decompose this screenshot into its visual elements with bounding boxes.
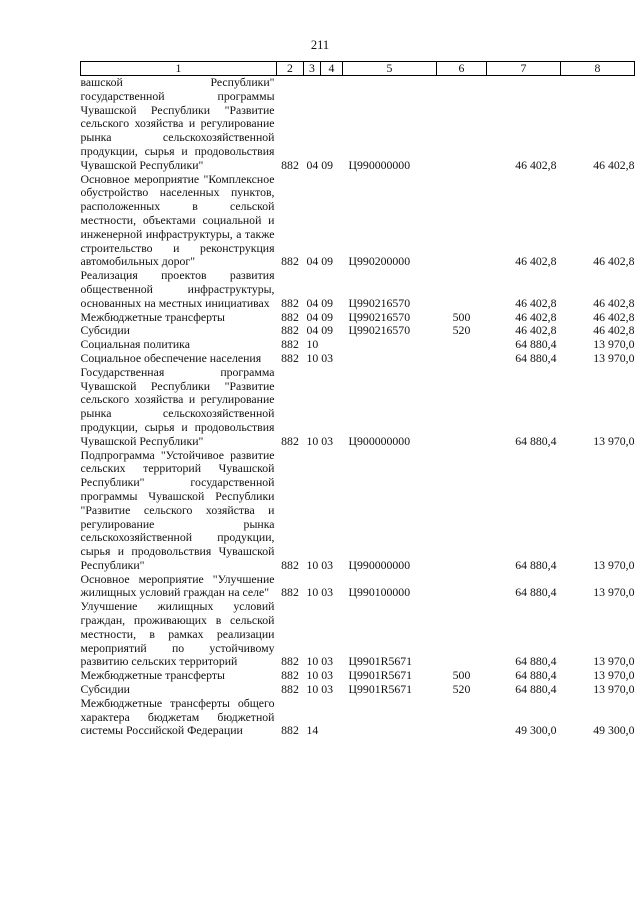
page-number: 211 <box>310 38 330 52</box>
row-target-article: Ц900000000 <box>348 433 411 448</box>
row-amount-col7: 46 402,8 <box>515 254 557 269</box>
row-amount-col7: 64 880,4 <box>515 668 557 683</box>
row-section: 04 09 <box>306 157 334 172</box>
row-section: 10 <box>306 337 319 352</box>
row-amount-col8: 13 970,0 <box>593 557 635 572</box>
row-expense-type <box>437 600 487 669</box>
row-name: Государственная программа Чувашской Республики "Развитие сельского хозяйства и регулирование рынка сельскохозяйственной продукции, сырья и продовольствия Чувашской Республики" <box>80 364 275 448</box>
row-section: 04 09 <box>306 254 334 269</box>
table-row <box>81 669 635 683</box>
row-section: 10 03 <box>306 433 334 448</box>
row-name: Межбюджетные трансферты общего характера бюджетам бюджетной системы Российской Федерации <box>80 695 275 738</box>
row-name: Межбюджетные трансферты <box>80 668 225 683</box>
row-code: 882 <box>281 668 299 683</box>
row-amount-col8: 13 970,0 <box>593 350 635 365</box>
table-row <box>81 338 635 352</box>
row-section: 10 03 <box>306 350 334 365</box>
row-target-article: Ц9901R5671 <box>348 682 413 697</box>
row-name: Межбюджетные трансферты <box>80 309 225 324</box>
row-expense-type: 500 <box>452 309 471 324</box>
table-row <box>81 324 635 338</box>
row-name: Социальное обеспечение населения <box>80 350 262 365</box>
row-amount-col8: 13 970,0 <box>593 654 635 669</box>
row-amount-col7: 64 880,4 <box>515 654 557 669</box>
table-row <box>81 311 635 325</box>
row-amount-col7: 64 880,4 <box>515 337 557 352</box>
row-amount-col7: 46 402,8 <box>515 309 557 324</box>
header-col-6: 6 <box>437 62 487 76</box>
row-expense-type <box>437 697 487 738</box>
row-expense-type <box>437 449 487 573</box>
row-code: 882 <box>281 254 299 269</box>
row-section: 10 03 <box>306 682 334 697</box>
row-amount-col7: 49 300,0 <box>515 723 557 738</box>
row-name: Подпрограмма "Устойчивое развитие сельских территорий Чувашской Республики" государственной программы Чувашской Республики "Развитие сельского хозяйства и регулирование рынка сельскохозяйственной продукции, сырья и продовольствия Чувашской Республики" <box>80 447 275 572</box>
row-expense-type: 520 <box>452 323 471 338</box>
row-section: 10 03 <box>306 557 334 572</box>
row-amount-col8: 46 402,8 <box>593 254 635 269</box>
row-name: Субсидии <box>80 323 130 338</box>
row-target-article: Ц990000000 <box>348 557 411 572</box>
table-row <box>81 76 635 173</box>
row-code: 882 <box>281 682 299 697</box>
row-code: 882 <box>281 585 299 600</box>
table-row <box>81 366 635 449</box>
row-amount-col7: 64 880,4 <box>515 350 557 365</box>
table-row <box>81 173 635 270</box>
header-col-3: 3 <box>304 62 321 76</box>
row-code: 882 <box>281 309 299 324</box>
row-target-article <box>343 352 437 366</box>
row-section: 04 09 <box>306 295 334 310</box>
row-target-article: Ц9901R5671 <box>348 668 413 683</box>
header-col-5: 5 <box>343 62 437 76</box>
row-target-article: Ц990216570 <box>348 309 411 324</box>
row-name: Социальная политика <box>80 337 190 352</box>
row-amount-col7: 46 402,8 <box>515 323 557 338</box>
header-row <box>81 62 635 76</box>
row-name: Улучшение жилищных условий граждан, проживающих в сельской местности, в рамках реализации мероприятий по устойчивому развитию сельских территорий <box>80 599 275 669</box>
row-expense-type <box>437 269 487 310</box>
row-expense-type <box>437 338 487 352</box>
row-code: 882 <box>281 350 299 365</box>
row-amount-col8: 46 402,8 <box>593 295 635 310</box>
header-col-1: 1 <box>81 62 277 76</box>
row-amount-col8: 13 970,0 <box>593 682 635 697</box>
row-section: 04 09 <box>306 323 334 338</box>
row-code: 882 <box>281 337 299 352</box>
header-col-4: 4 <box>321 62 343 76</box>
row-code: 882 <box>281 654 299 669</box>
row-amount-col8: 49 300,0 <box>593 723 635 738</box>
row-expense-type: 520 <box>452 682 471 697</box>
row-expense-type <box>437 352 487 366</box>
row-target-article: Ц990216570 <box>348 323 411 338</box>
row-amount-col7: 64 880,4 <box>515 433 557 448</box>
table-row <box>81 697 635 738</box>
row-code: 882 <box>281 723 299 738</box>
row-section: 10 03 <box>306 668 334 683</box>
budget-table <box>80 61 635 738</box>
row-section: 14 <box>306 723 319 738</box>
row-code: 882 <box>281 557 299 572</box>
table-row <box>81 600 635 669</box>
table-row <box>81 352 635 366</box>
row-name: Основное мероприятие "Улучшение жилищных условий граждан на селе" <box>80 571 275 600</box>
row-amount-col8: 13 970,0 <box>593 668 635 683</box>
row-amount-col8: 13 970,0 <box>593 585 635 600</box>
row-name: Субсидии <box>80 682 130 697</box>
row-expense-type: 500 <box>452 668 471 683</box>
row-amount-col8: 13 970,0 <box>593 337 635 352</box>
row-expense-type <box>437 573 487 601</box>
table-row <box>81 683 635 697</box>
row-target-article: Ц9901R5671 <box>348 654 413 669</box>
row-expense-type <box>437 76 487 173</box>
row-name: Реализация проектов развития общественной инфраструктуры, основанных на местных инициативах <box>80 268 275 310</box>
table-row <box>81 269 635 310</box>
row-code: 882 <box>281 433 299 448</box>
row-target-article: Ц990000000 <box>348 157 411 172</box>
row-amount-col8: 46 402,8 <box>593 309 635 324</box>
row-target-article: Ц990100000 <box>348 585 411 600</box>
header-col-7: 7 <box>487 62 561 76</box>
row-code: 882 <box>281 157 299 172</box>
row-target-article: Ц990200000 <box>348 254 411 269</box>
row-expense-type <box>437 366 487 449</box>
row-section: 10 03 <box>306 654 334 669</box>
row-code: 882 <box>281 323 299 338</box>
row-target-article <box>343 697 437 738</box>
table-row <box>81 573 635 601</box>
row-name: Основное мероприятие "Комплексное обустройство населенных пунктов, расположенных в сельской местности, объектами социальной и инженерной инфраструктуры, а также строительство и реконструкция автомобильных дорог" <box>80 171 275 269</box>
table-row <box>81 449 635 573</box>
row-amount-col7: 64 880,4 <box>515 682 557 697</box>
row-code: 882 <box>281 295 299 310</box>
row-section: 04 09 <box>306 309 334 324</box>
row-amount-col7: 46 402,8 <box>515 157 557 172</box>
row-name: вашской Республики" государственной программы Чувашской Республики "Развитие сельского хозяйства и регулирование рынка сельскохозяйственной продукции, сырья и продовольствия Чувашской Республики" <box>80 75 275 172</box>
row-target-article <box>343 338 437 352</box>
row-amount-col7: 46 402,8 <box>515 295 557 310</box>
header-col-2: 2 <box>277 62 304 76</box>
header-col-8: 8 <box>561 62 635 76</box>
row-amount-col7: 64 880,4 <box>515 557 557 572</box>
row-expense-type <box>437 173 487 270</box>
row-target-article: Ц990216570 <box>348 295 411 310</box>
row-amount-col8: 46 402,8 <box>593 323 635 338</box>
row-amount-col8: 13 970,0 <box>593 433 635 448</box>
row-amount-col7: 64 880,4 <box>515 585 557 600</box>
row-amount-col8: 46 402,8 <box>593 157 635 172</box>
row-section: 10 03 <box>306 585 334 600</box>
